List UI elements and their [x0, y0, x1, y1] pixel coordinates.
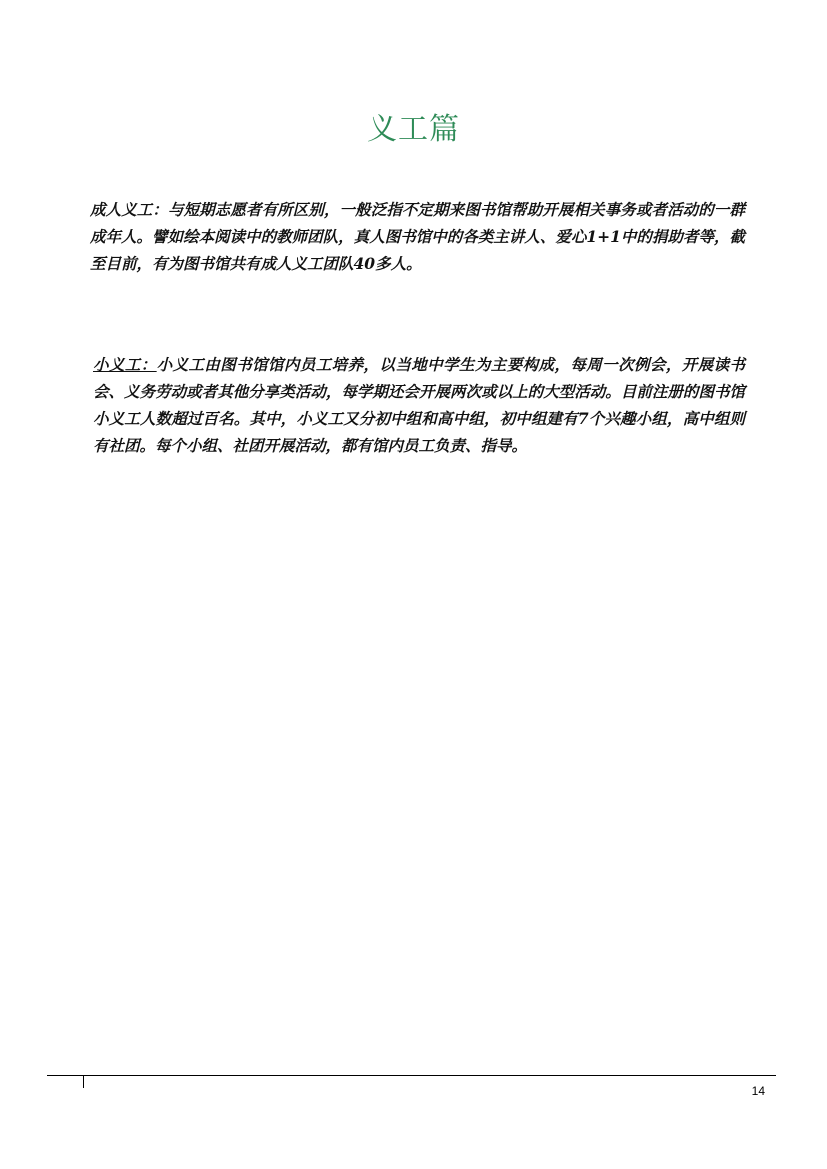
adult-volunteer-body: 与短期志愿者有所区别，一般泛指不定期来图书馆帮助开展相关事务或者活动的一群成年人。譬如绘本阅读中的教师团队，真人图书馆中的各类主讲人、爱心1+1中的捐助者等，截至目前，有为图书馆共有成人义工团队40多人。 [90, 200, 745, 273]
page-number: 14 [751, 1084, 765, 1098]
adult-volunteer-term: 成人义工： [90, 200, 168, 219]
youth-volunteer-paragraph [93, 351, 745, 459]
footer-rule [47, 1075, 776, 1076]
youth-volunteer-term: 小义工： [93, 355, 157, 374]
adult-volunteer-paragraph [90, 196, 745, 277]
youth-volunteer-body: 小义工由图书馆馆内员工培养，以当地中学生为主要构成，每周一次例会，开展读书会、义务劳动或者其他分享类活动，每学期还会开展两次或以上的大型活动。目前注册的图书馆小义工人数超过百名。其中，小义工又分初中组和高中组，初中组建有7个兴趣小组，高中组则有社团。每个小组、社团开展活动，都有馆内员工负责、指导。 [93, 355, 745, 455]
page-title: 义工篇 [367, 112, 460, 147]
footer-tick [83, 1076, 84, 1088]
